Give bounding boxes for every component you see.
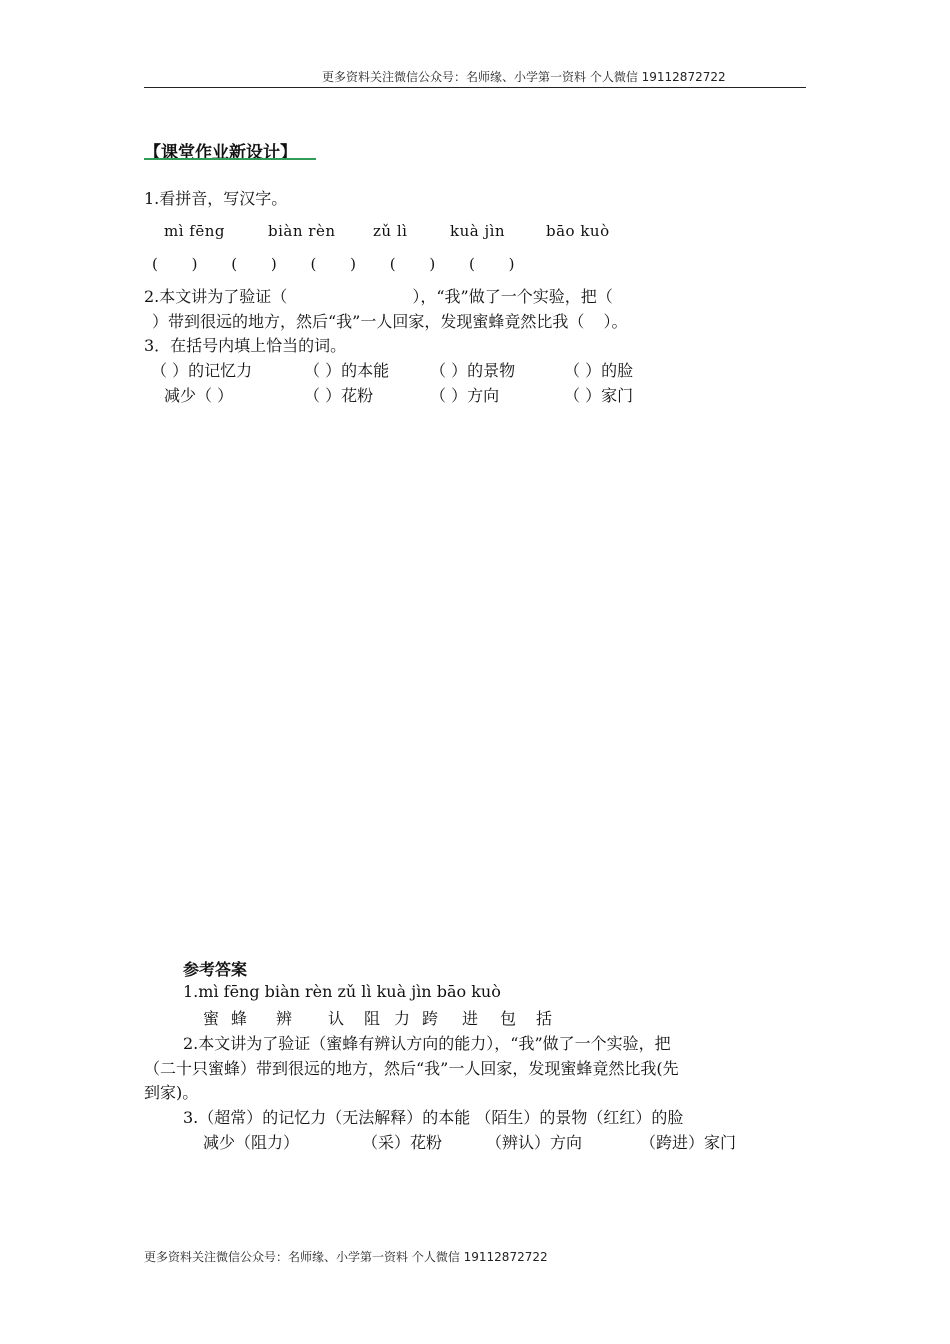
answer-char: 蜜 <box>203 1009 220 1028</box>
fill-item: （ ）的本能 <box>304 361 390 380</box>
answer-char: 认 <box>328 1009 345 1028</box>
pinyin-item: zǔ lì <box>373 222 408 240</box>
question-1-title: 1.看拼音，写汉字。 <box>144 189 288 208</box>
answer-3-item: 减少（阻力） <box>203 1133 300 1152</box>
pinyin-item: kuà jìn <box>450 222 506 240</box>
header-rule <box>144 87 806 88</box>
answer-3-line-1: 3.（超常）的记忆力（无法解释）的本能 （陌生）的景物（红红）的脸 <box>183 1108 684 1127</box>
page-footer: 更多资料关注微信公众号：名师缘、小学第一资料 个人微信 19112872722 <box>144 1250 548 1264</box>
section-title-underline <box>144 158 316 160</box>
pinyin-item: bāo kuò <box>546 222 610 240</box>
answer-2-line-3: 到家)。 <box>144 1083 199 1102</box>
answer-key-title: 参考答案 <box>183 960 248 979</box>
answer-char: 力 <box>394 1009 411 1028</box>
answer-char: 辨 <box>276 1009 293 1028</box>
fill-item: （ ）方向 <box>430 386 500 405</box>
answer-3-item: （跨进）家门 <box>640 1133 737 1152</box>
page-header: 更多资料关注微信公众号：名师缘、小学第一资料 个人微信 19112872722 <box>322 70 726 84</box>
fill-item: 减少（ ） <box>164 386 234 405</box>
answer-2-line-1: 2.本文讲为了验证（蜜蜂有辨认方向的能力），“我”做了一个实验，把 <box>183 1034 671 1053</box>
fill-item: （ ）的景物 <box>430 361 516 380</box>
fill-item: （ ）的脸 <box>564 361 634 380</box>
pinyin-item: mì fēng <box>164 222 225 240</box>
fill-item: （ ）花粉 <box>304 386 374 405</box>
answer-3-item: （辨认）方向 <box>486 1133 583 1152</box>
question-2-line-2: ）带到很远的地方，然后“我”一人回家，发现蜜蜂竟然比我（ ）。 <box>152 312 628 331</box>
section-title: 【课堂作业新设计】 <box>144 143 297 163</box>
answer-char: 跨 <box>422 1009 439 1028</box>
fill-item: （ ）的记忆力 <box>151 361 253 380</box>
pinyin-item: biàn rèn <box>268 222 336 240</box>
answer-char: 包 <box>500 1009 517 1028</box>
answer-char: 括 <box>536 1009 553 1028</box>
answer-char: 进 <box>462 1009 479 1028</box>
question-3-title: 3．在括号内填上恰当的词。 <box>144 336 347 355</box>
answer-1-pinyin: 1.mì fēng biàn rèn zǔ lì kuà jìn bāo kuò <box>183 982 501 1001</box>
answer-brackets: ( ) ( ) ( ) ( ) ( ) <box>152 255 515 273</box>
answer-3-item: （采）花粉 <box>362 1133 443 1152</box>
fill-item: （ ）家门 <box>564 386 634 405</box>
answer-2-line-2: （二十只蜜蜂）带到很远的地方，然后“我”一人回家，发现蜜蜂竟然比我(先 <box>144 1059 679 1078</box>
answer-char: 阻 <box>364 1009 381 1028</box>
question-2-line-1: 2.本文讲为了验证（ ），“我”做了一个实验，把（ <box>144 287 613 306</box>
answer-char: 蜂 <box>231 1009 248 1028</box>
